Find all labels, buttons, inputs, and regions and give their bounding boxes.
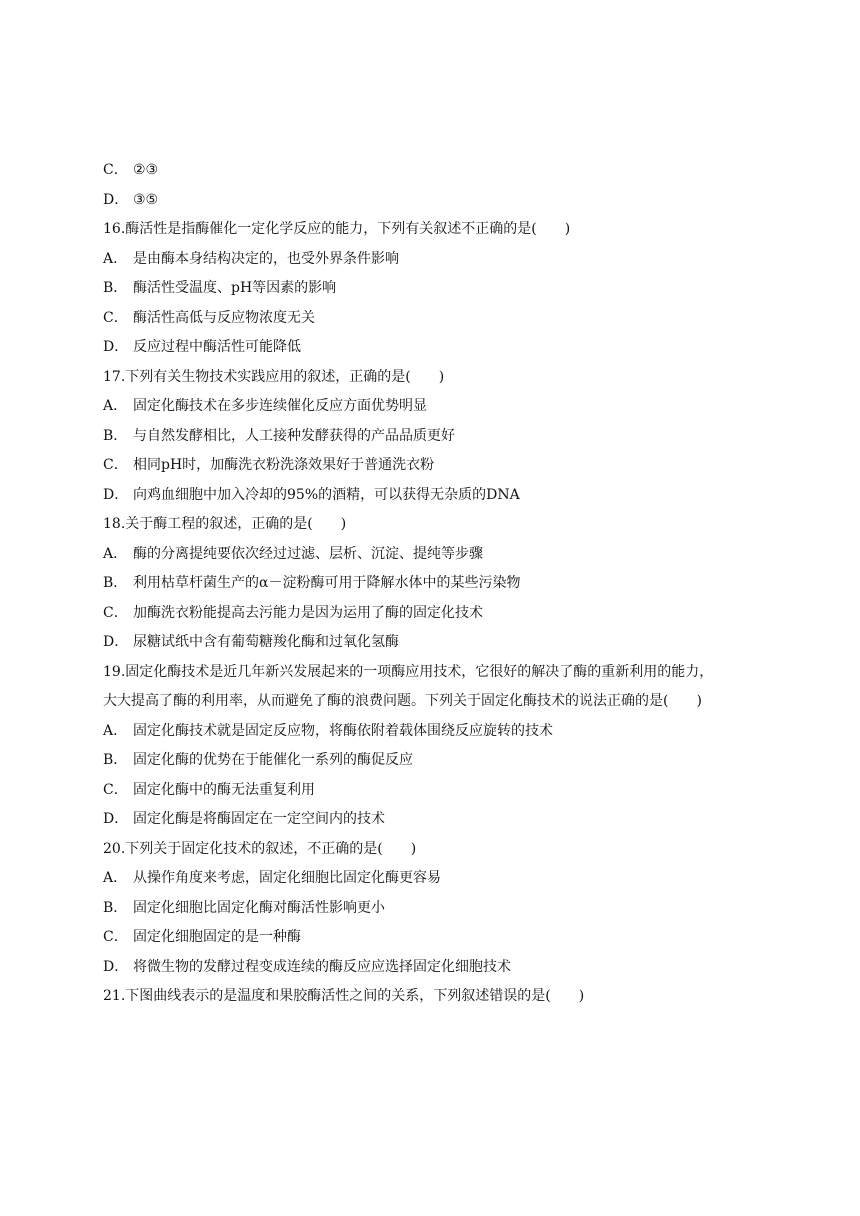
option-label: D． (103, 191, 129, 208)
option-text: ③⑤ (133, 191, 159, 208)
option-text: 固定化细胞固定的是一种酶 (133, 929, 301, 945)
option-label: D． (103, 634, 129, 650)
option-label: B． (103, 427, 128, 444)
answer-option (103, 894, 763, 924)
option-text: 加酶洗衣粉能提高去污能力是因为运用了酶的固定化技术 (133, 604, 483, 621)
option-text: 尿糖试纸中含有葡萄糖羧化酶和过氧化氢酶 (133, 634, 399, 650)
option-text: 酶活性受温度、pH等因素的影响 (133, 280, 337, 296)
option-text: 酶活性高低与反应物浓度无关 (133, 309, 315, 326)
answer-option (103, 717, 763, 747)
answer-option (103, 540, 763, 570)
option-text: 反应过程中酶活性可能降低 (133, 339, 301, 355)
option-text: ②③ (133, 162, 159, 178)
option-text: 将微生物的发酵过程变成连续的酶反应应选择固定化细胞技术 (133, 958, 511, 975)
option-label: A． (103, 870, 128, 886)
option-text: 固定化酶的优势在于能催化一系列的酶促反应 (133, 752, 413, 768)
option-label: A． (103, 398, 128, 414)
option-label: C． (103, 457, 128, 473)
question-stem: 21.下图曲线表示的是温度和果胶酶活性之间的关系，下列叙述错误的是( ) (103, 988, 585, 1004)
option-label: B． (103, 280, 128, 296)
answer-option (103, 953, 763, 983)
question-stem: 19.固定化酶技术是近几年新兴发展起来的一项酶应用技术，它很好的解决了酶的重新利用的能力， (103, 663, 714, 680)
option-text: 是由酶本身结构决定的，也受外界条件影响 (133, 250, 399, 267)
option-label: B． (103, 752, 128, 768)
option-text: 相同pH时，加酶洗衣粉洗涤效果好于普通洗衣粉 (133, 457, 435, 473)
answer-option (103, 245, 763, 275)
question-text-block (103, 156, 763, 1012)
answer-option (103, 481, 763, 511)
option-text: 利用枯草杆菌生产的α－淀粉酶可用于降解水体中的某些污染物 (133, 575, 521, 591)
answer-option (103, 599, 763, 629)
answer-option (103, 746, 763, 776)
option-label: C． (103, 781, 128, 798)
question-stem: 20.下列关于固定化技术的叙述，不正确的是( ) (103, 840, 417, 857)
answer-option (103, 156, 763, 186)
answer-option (103, 805, 763, 835)
question-stem: 18.关于酶工程的叙述，正确的是( ) (103, 516, 347, 532)
option-label: D． (103, 811, 129, 827)
option-label: C． (103, 309, 128, 326)
option-text: 固定化细胞比固定化酶对酶活性影响更小 (133, 899, 385, 916)
answer-option (103, 776, 763, 806)
option-label: D． (103, 486, 129, 503)
option-label: B． (103, 899, 128, 916)
option-text: 向鸡血细胞中加入冷却的95%的酒精，可以获得无杂质的DNA (133, 486, 520, 503)
option-label: D． (103, 339, 129, 355)
answer-option (103, 392, 763, 422)
option-text: 固定化酶是将酶固定在一定空间内的技术 (133, 811, 385, 827)
option-text: 酶的分离提纯要依次经过过滤、层析、沉淀、提纯等步骤 (133, 545, 483, 562)
question-stem: 大大提高了酶的利用率，从而避免了酶的浪费问题。下列关于固定化酶技术的说法正确的是( ) (103, 693, 702, 709)
option-label: C． (103, 162, 128, 178)
answer-option (103, 274, 763, 304)
answer-option (103, 422, 763, 452)
answer-option (103, 864, 763, 894)
answer-option (103, 628, 763, 658)
option-label: A． (103, 722, 128, 739)
option-label: C． (103, 929, 128, 945)
option-text: 固定化酶技术就是固定反应物，将酶依附着载体围绕反应旋转的技术 (133, 722, 553, 739)
question-stem: 17.下列有关生物技术实践应用的叙述，正确的是( ) (103, 368, 445, 385)
option-label: D． (103, 958, 129, 975)
answer-option (103, 333, 763, 363)
answer-option (103, 451, 763, 481)
answer-option (103, 186, 763, 216)
option-label: B． (103, 575, 128, 591)
option-text: 固定化酶技术在多步连续催化反应方面优势明显 (133, 398, 427, 414)
answer-option (103, 304, 763, 334)
option-text: 与自然发酵相比，人工接种发酵获得的产品品质更好 (133, 427, 455, 444)
option-label: A． (103, 545, 128, 562)
option-label: A． (103, 250, 128, 267)
question-stem: 16.酶活性是指酶催化一定化学反应的能力，下列有关叙述不正确的是( ) (103, 221, 571, 237)
option-text: 固定化酶中的酶无法重复利用 (133, 781, 315, 798)
answer-option (103, 923, 763, 953)
answer-option (103, 569, 763, 599)
option-label: C． (103, 604, 128, 621)
option-text: 从操作角度来考虑，固定化细胞比固定化酶更容易 (133, 870, 441, 886)
